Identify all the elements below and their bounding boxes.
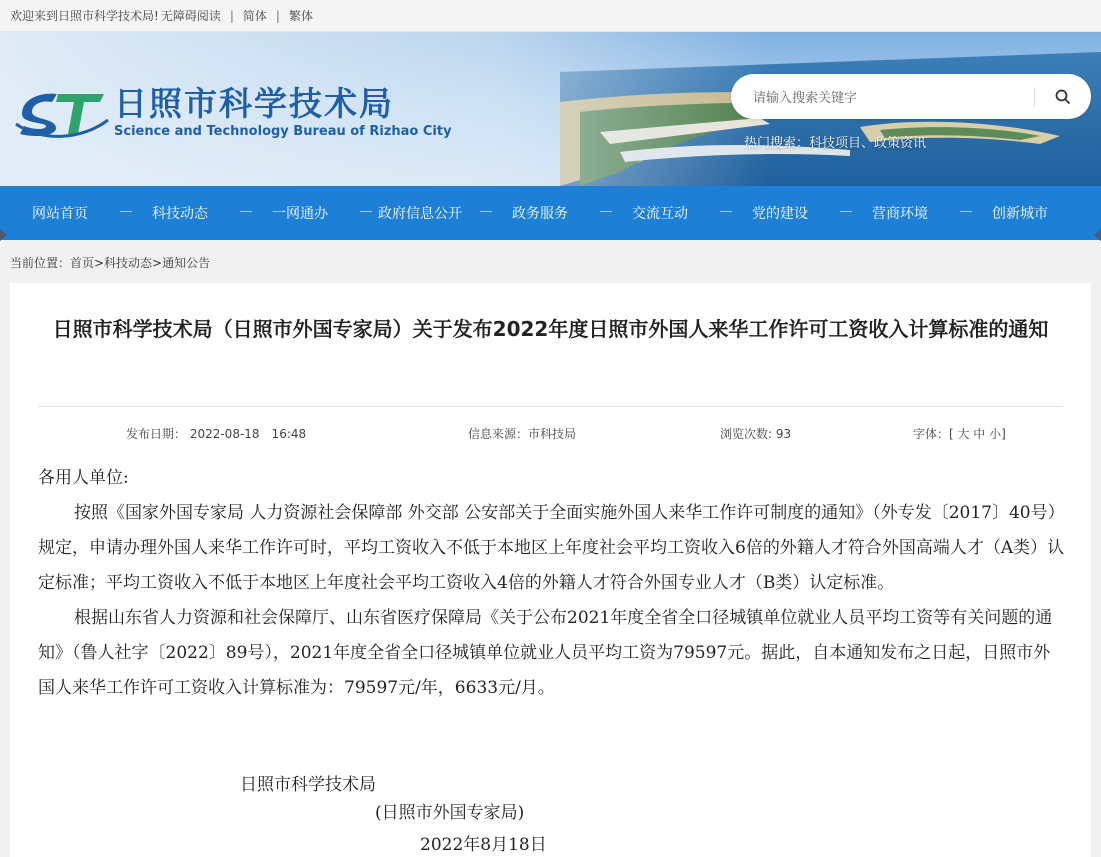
publish-date: 发布日期： 2022-08-18 16:48 bbox=[126, 427, 307, 441]
search-icon bbox=[1055, 89, 1071, 105]
main-nav bbox=[0, 186, 1101, 240]
nav-item-gov-info[interactable]: 政府信息公开 bbox=[360, 186, 480, 240]
signature-date: 2022年8月18日 bbox=[420, 835, 547, 855]
nav-right-notch bbox=[1094, 229, 1101, 241]
search-box[interactable] bbox=[731, 74, 1091, 119]
font-size-switch[interactable]: 字体：[ 大 中 小] bbox=[913, 427, 1006, 441]
st-logo-icon bbox=[12, 84, 110, 140]
search-input[interactable]: 请输入搜索关键字 bbox=[753, 91, 858, 106]
article-panel bbox=[10, 283, 1091, 857]
article-title: 日照市科学技术局（日照市外国专家局）关于发布2022年度日照市外国人来华工作许可工资收入计算标准的通知 bbox=[52, 317, 1049, 341]
nav-item-interaction[interactable]: 交流互动 bbox=[600, 186, 720, 240]
traditional-link[interactable]: 繁体 bbox=[288, 9, 313, 23]
nav-item-services[interactable]: 政务服务 bbox=[480, 186, 600, 240]
article-body bbox=[38, 461, 1066, 706]
header-banner bbox=[0, 32, 1101, 186]
hot-search[interactable]: 热门搜索：科技项目、政策资讯 bbox=[744, 136, 927, 151]
nav-item-party[interactable]: 党的建设 bbox=[720, 186, 840, 240]
breadcrumb[interactable]: 当前位置：首页>科技动态>通知公告 bbox=[10, 256, 211, 270]
nav-item-innovation-city[interactable]: 创新城市 bbox=[960, 186, 1080, 240]
nav-item-business-env[interactable]: 营商环境 bbox=[840, 186, 960, 240]
logo-title-en: Science and Technology Bureau of Rizhao City bbox=[114, 123, 452, 139]
site-logo[interactable] bbox=[12, 84, 452, 140]
simplified-link[interactable]: 简体 bbox=[242, 9, 267, 23]
nav-item-one-stop[interactable]: 一网通办 bbox=[240, 186, 360, 240]
welcome-text: 欢迎来到日照市科学技术局! bbox=[10, 9, 159, 23]
top-bar bbox=[0, 0, 1101, 32]
paragraph: 按照《国家外国专家局 人力资源社会保障部 外交部 公安部关于全面实施外国人来华工作许可制度的通知》（外专发〔2017〕40号）规定，申请办理外国人来华工作许可时，平均工资收入不低于本地区上年度社会平均工资收入6倍的外籍人才符合外国高端人才（A类）认定标准；平均工资收入不低于本地区上年度社会平均工资收入4倍的外籍人才符合外国专业人才（B类）认定标准。 bbox=[38, 503, 1065, 593]
separator: | bbox=[229, 8, 234, 23]
logo-title-cn: 日照市科学技术局 bbox=[114, 83, 394, 123]
title-divider bbox=[38, 406, 1063, 407]
signature-org: 日照市科学技术局 bbox=[240, 775, 376, 795]
nav-left-notch bbox=[0, 229, 7, 241]
separator: | bbox=[275, 8, 280, 23]
view-count: 浏览次数: 93 bbox=[720, 427, 792, 441]
paragraph: 根据山东省人力资源和社会保障厅、山东省医疗保障局《关于公布2021年度全省全口径城镇单位就业人员平均工资等有关问题的通知》（鲁人社字〔2022〕89号），2021年度全省全口径城镇单位就业人员平均工资为79597元。据此，自本通知发布之日起，日照市外国人来华工作许可工资收入计算标准为：79597元/年，6633元/月。 bbox=[38, 608, 1053, 698]
nav-item-home[interactable]: 网站首页 bbox=[32, 206, 88, 222]
signature-org-alias: (日照市外国专家局) bbox=[375, 803, 525, 823]
salutation: 各用人单位: bbox=[38, 468, 129, 488]
info-source: 信息来源：市科技局 bbox=[468, 427, 577, 441]
nav-item-news[interactable]: 科技动态 bbox=[120, 186, 240, 240]
accessible-reading-link[interactable]: 无障碍阅读 bbox=[160, 9, 221, 23]
search-button[interactable] bbox=[1035, 74, 1091, 119]
